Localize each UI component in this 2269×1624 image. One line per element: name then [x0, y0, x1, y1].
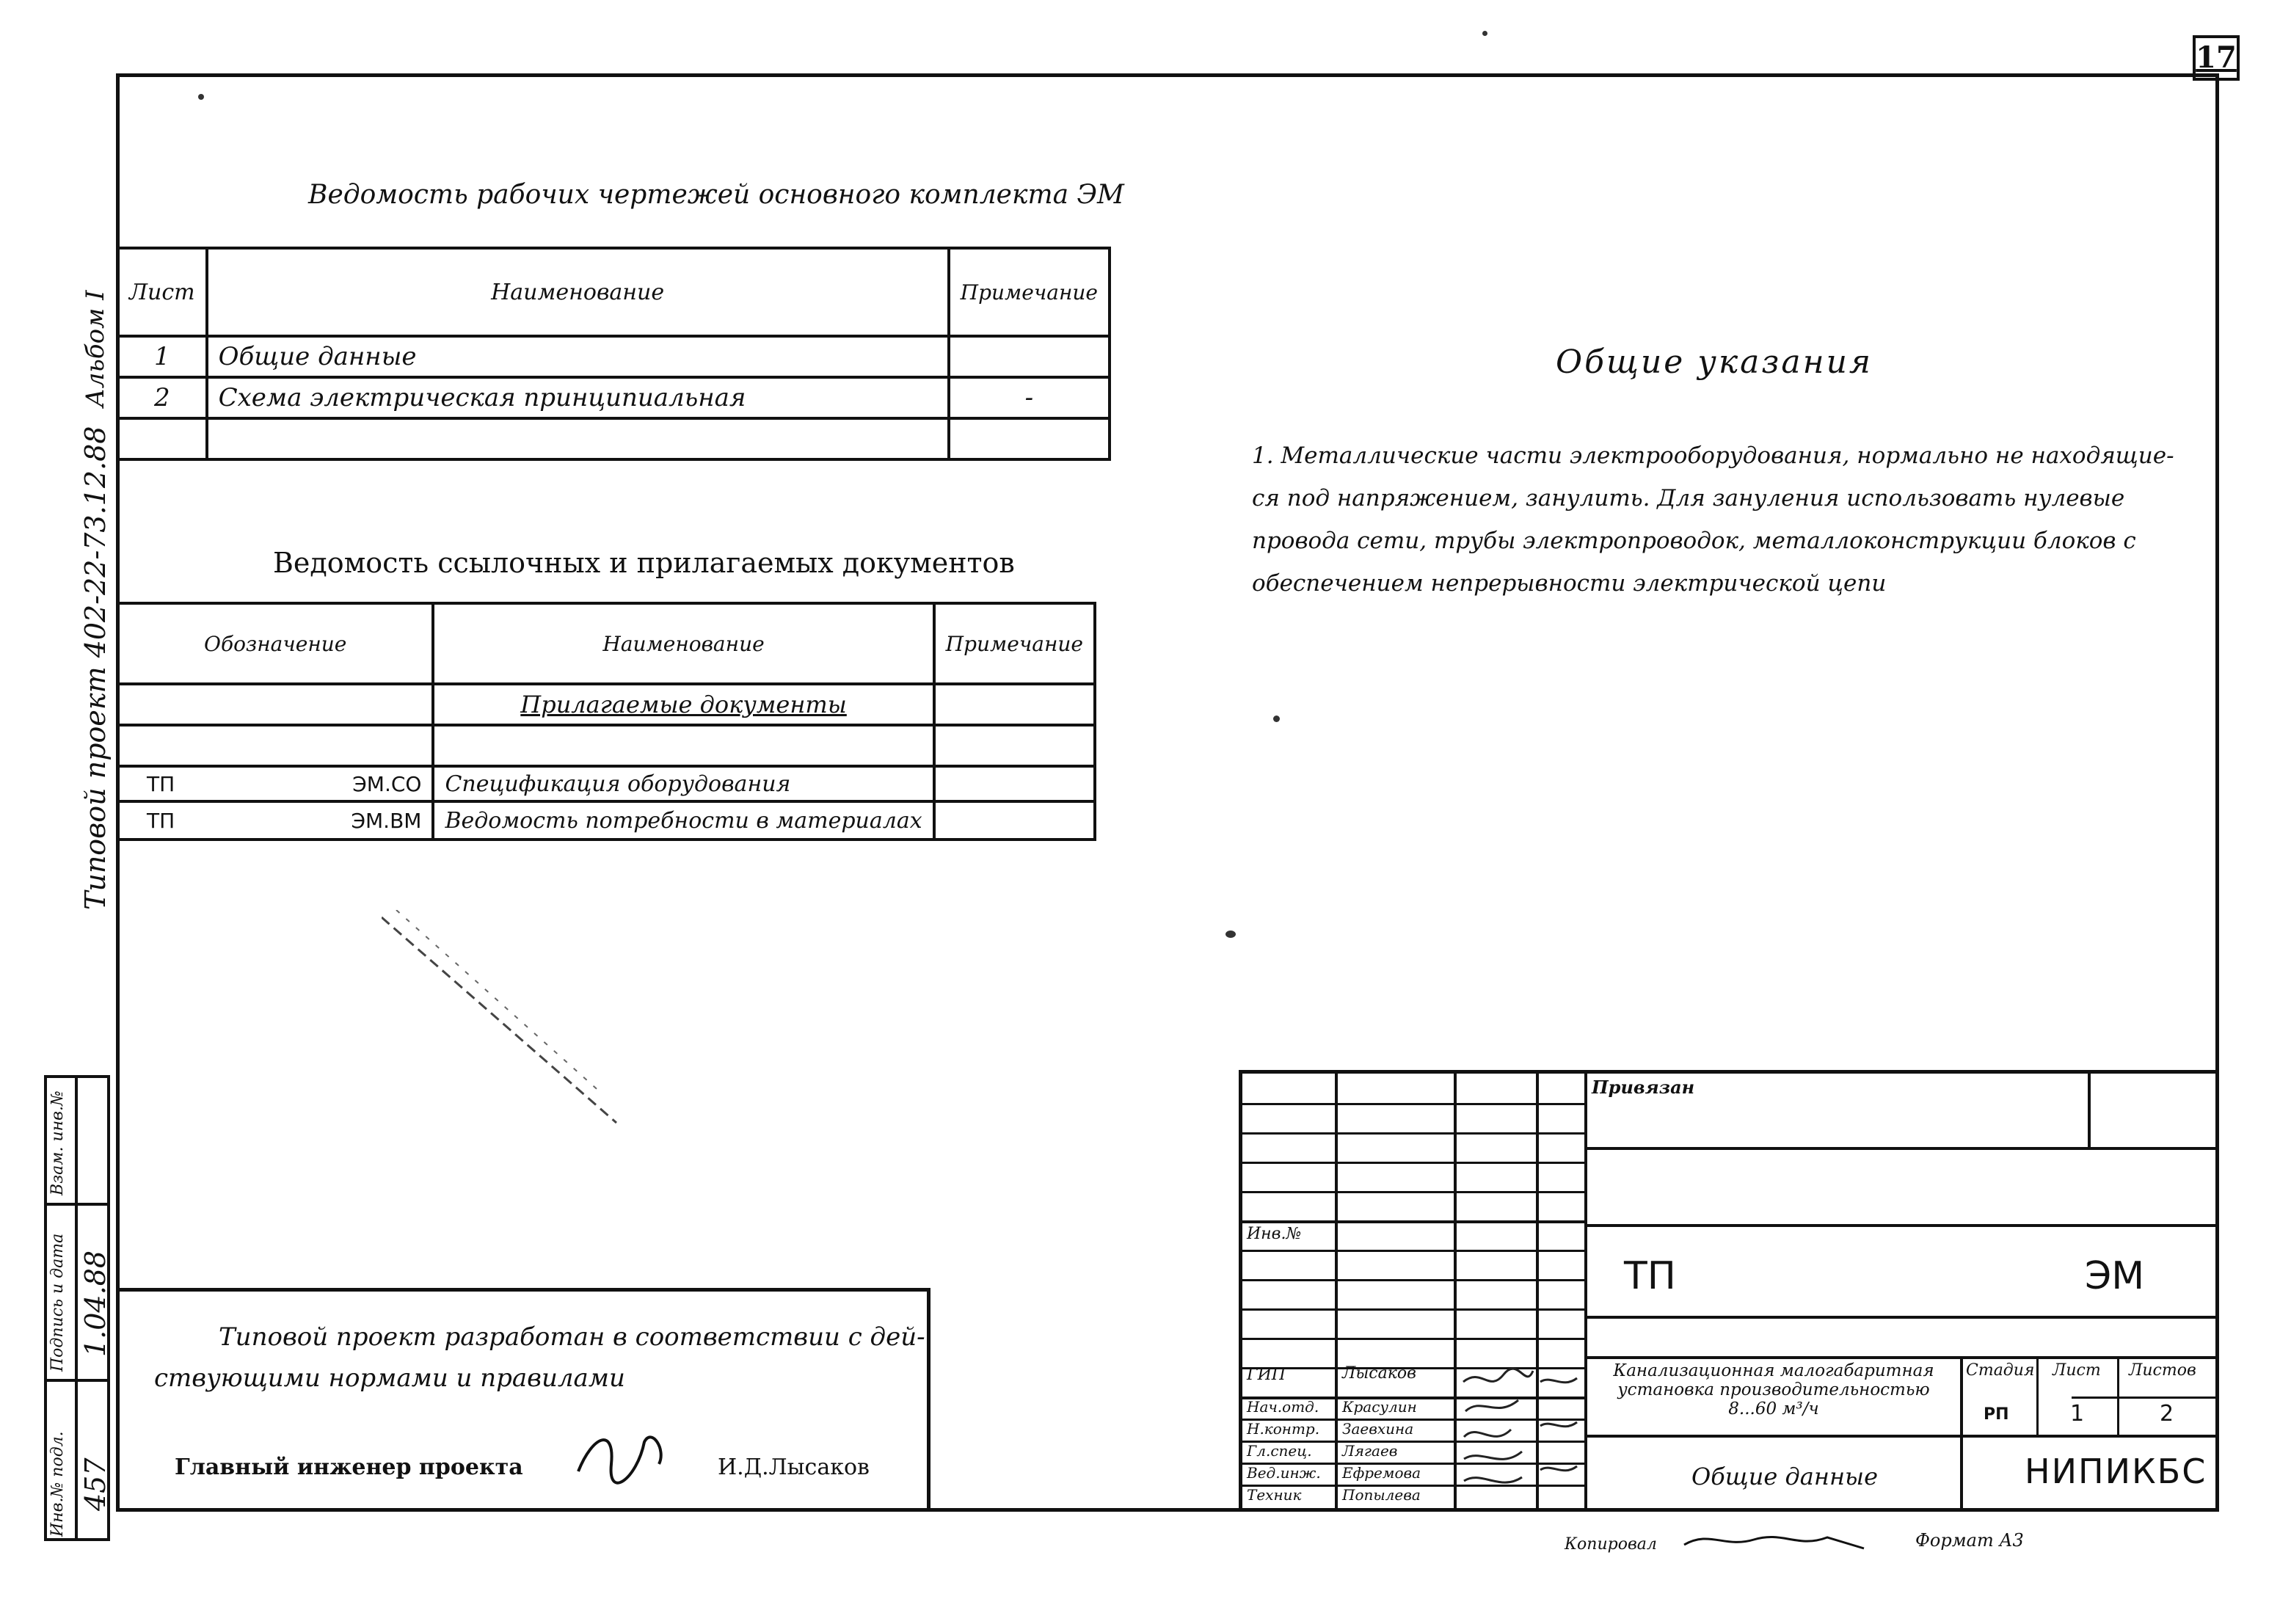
copied-signature — [1680, 1526, 1871, 1556]
tb-col-line — [1960, 1356, 1963, 1508]
drawings-list-title: Ведомость рабочих чертежей основного комплекта ЭМ — [308, 180, 1124, 210]
object-line: Канализационная малогабаритная — [1613, 1361, 1934, 1380]
role-label: Вед.инж. — [1247, 1464, 1321, 1482]
col-header-name: Наименование — [433, 603, 933, 684]
scan-speck — [1273, 715, 1280, 722]
role-label: Н.контр. — [1247, 1420, 1320, 1438]
tb-row-line — [1242, 1132, 1584, 1135]
format-label: Формат А3 — [1915, 1530, 2024, 1551]
role-name: Лягаев — [1342, 1442, 1398, 1460]
object-line: установка производительностью — [1617, 1380, 1930, 1399]
compliance-line2: ствующими нормами и правилами — [154, 1363, 625, 1393]
table-row — [117, 336, 1110, 377]
docs-list-title: Ведомость ссылочных и прилагаемых документов — [273, 547, 1015, 579]
row-sheet — [117, 418, 207, 459]
code-left: ТП — [147, 808, 175, 833]
tb-col-line — [2088, 1074, 2091, 1147]
tb-col-line — [1584, 1074, 1587, 1508]
code-right: ЭМ.ВМ — [351, 808, 422, 833]
col-header-code: Обозначение — [117, 603, 433, 684]
row-note: - — [949, 377, 1110, 418]
row-code — [117, 725, 433, 766]
album-label: Альбом I — [81, 290, 110, 407]
table-row — [117, 801, 1095, 840]
tb-row-line — [1242, 1279, 1584, 1281]
page-number-box — [2193, 35, 2240, 81]
scan-speck — [1482, 31, 1487, 36]
col-header-note: Примечание — [949, 248, 1110, 336]
notes-line: провода сети, трубы электропроводок, металлоконструкции блоков с — [1252, 528, 2136, 554]
tb-row-line — [1242, 1220, 1584, 1223]
sheets-value: 2 — [2160, 1401, 2174, 1427]
stamp-divider — [75, 1078, 78, 1538]
stamp-row-line — [47, 1203, 107, 1206]
sign-label: Подпись и дата — [48, 1233, 67, 1372]
code-right: ЭМ.СО — [352, 771, 422, 796]
scan-speck — [1225, 931, 1236, 938]
row-note — [934, 725, 1095, 766]
row-name — [207, 418, 949, 459]
page-number: 17 — [2196, 40, 2237, 75]
table-row — [117, 418, 1110, 459]
row-name — [433, 725, 933, 766]
section-label: Прилагаемые документы — [433, 684, 933, 725]
inv-value: 457 — [79, 1457, 112, 1511]
stage-label: Стадия — [1966, 1361, 2035, 1380]
tb-row-line — [1242, 1103, 1584, 1105]
notes-line: 1. Металлические части электрооборудования, нормально не находящие- — [1252, 443, 2174, 469]
table-header-row — [117, 603, 1095, 684]
table-row — [117, 684, 1095, 725]
row-note — [949, 418, 1110, 459]
role-name: Лысаков — [1342, 1364, 1416, 1383]
notes-line: ся под напряжением, занулить. Для зануления использовать нулевые — [1252, 485, 2125, 511]
chief-name: И.Д.Лысаков — [718, 1454, 870, 1480]
roles-list — [1247, 1364, 1286, 1386]
row-note — [949, 336, 1110, 377]
chief-label: Главный инженер проекта — [175, 1454, 523, 1480]
designation-right: ЭМ — [2085, 1254, 2145, 1298]
notes-heading: Общие указания — [1556, 343, 1873, 381]
tb-col-line — [2036, 1356, 2039, 1435]
tb-col-line — [1335, 1074, 1338, 1508]
docs-list-table — [116, 602, 1096, 841]
tb-row-line — [1584, 1147, 2215, 1150]
col-header-name: Наименование — [207, 248, 949, 336]
stage-value: РП — [1984, 1405, 2009, 1424]
tb-col-line — [2117, 1356, 2119, 1435]
object-line: 8...60 м³/ч — [1728, 1399, 1819, 1419]
row-note — [934, 766, 1095, 801]
copied-label: Копировал — [1565, 1535, 1657, 1554]
tb-col-line — [1454, 1074, 1457, 1508]
tb-row-line — [1584, 1224, 2215, 1227]
role-label: ГИП — [1247, 1366, 1286, 1384]
table-row — [117, 377, 1110, 418]
role-name: Заевхина — [1342, 1420, 1414, 1438]
row-note — [934, 684, 1095, 725]
tb-row-line — [1584, 1316, 2215, 1319]
row-name: Схема электрическая принципиальная — [207, 377, 949, 418]
tb-row-line — [1242, 1308, 1584, 1311]
row-note — [934, 801, 1095, 840]
row-name: Общие данные — [207, 336, 949, 377]
scan-speck — [198, 94, 204, 100]
tb-row-line — [2072, 1397, 2215, 1399]
row-code — [117, 684, 433, 725]
stamp-row-line — [47, 1379, 107, 1382]
notes-line: обеспечением непрерывности электрической цепи — [1252, 570, 1887, 597]
compliance-box — [116, 1288, 930, 1508]
inv-no-label: Инв.№ — [1247, 1225, 1302, 1243]
scan-line — [382, 910, 631, 1130]
tb-row-line — [1242, 1191, 1584, 1193]
linked-label: Привязан — [1592, 1077, 1695, 1098]
notes-body — [1252, 434, 2174, 605]
row-code — [117, 766, 433, 801]
row-sheet: 2 — [117, 377, 207, 418]
role-name: Красулин — [1342, 1398, 1417, 1416]
inv-label: Инв.№ подл. — [48, 1431, 67, 1537]
signature-chief — [571, 1420, 674, 1486]
role-label: Техник — [1247, 1486, 1302, 1504]
sheet-title: Общие данные — [1691, 1463, 1879, 1490]
row-sheet: 1 — [117, 336, 207, 377]
replace-label: Взам. инв.№ — [48, 1090, 67, 1195]
tb-row-line — [1242, 1338, 1584, 1340]
drawings-list-table — [116, 247, 1111, 461]
role-label: Нач.отд. — [1247, 1398, 1319, 1416]
tb-row-line — [1584, 1435, 2215, 1438]
tb-row-line — [1584, 1356, 2215, 1359]
stamp-column — [44, 1075, 110, 1541]
col-header-sheet: Лист — [117, 248, 207, 336]
code-left: ТП — [147, 771, 175, 796]
organization: НИПИКБС — [2025, 1452, 2207, 1491]
object-description — [1590, 1361, 1957, 1419]
project-label: Типовой проект 402-22-73.12.88 — [79, 426, 112, 910]
designation-left: ТП — [1624, 1254, 1676, 1298]
role-name: Попылева — [1342, 1486, 1421, 1504]
sheet-value: 1 — [2070, 1401, 2085, 1427]
role-label: Гл.спец. — [1247, 1442, 1312, 1460]
row-name: Ведомость потребности в материалах — [433, 801, 933, 840]
role-name: Ефремова — [1342, 1464, 1421, 1482]
table-row — [117, 766, 1095, 801]
sheet-label: Лист — [2053, 1361, 2101, 1380]
title-block — [1239, 1070, 2219, 1512]
tb-row-line — [1242, 1250, 1584, 1252]
sheets-label: Листов — [2129, 1361, 2196, 1380]
col-header-note: Примечание — [934, 603, 1095, 684]
row-code — [117, 801, 433, 840]
tb-row-line — [1242, 1162, 1584, 1164]
table-header-row — [117, 248, 1110, 336]
compliance-line1: Типовой проект разработан в соответствии с дей- — [219, 1322, 925, 1352]
sign-value: 1.04.88 — [79, 1250, 112, 1357]
table-row — [117, 725, 1095, 766]
row-name: Спецификация оборудования — [433, 766, 933, 801]
signatures-scribble — [1460, 1367, 1584, 1507]
